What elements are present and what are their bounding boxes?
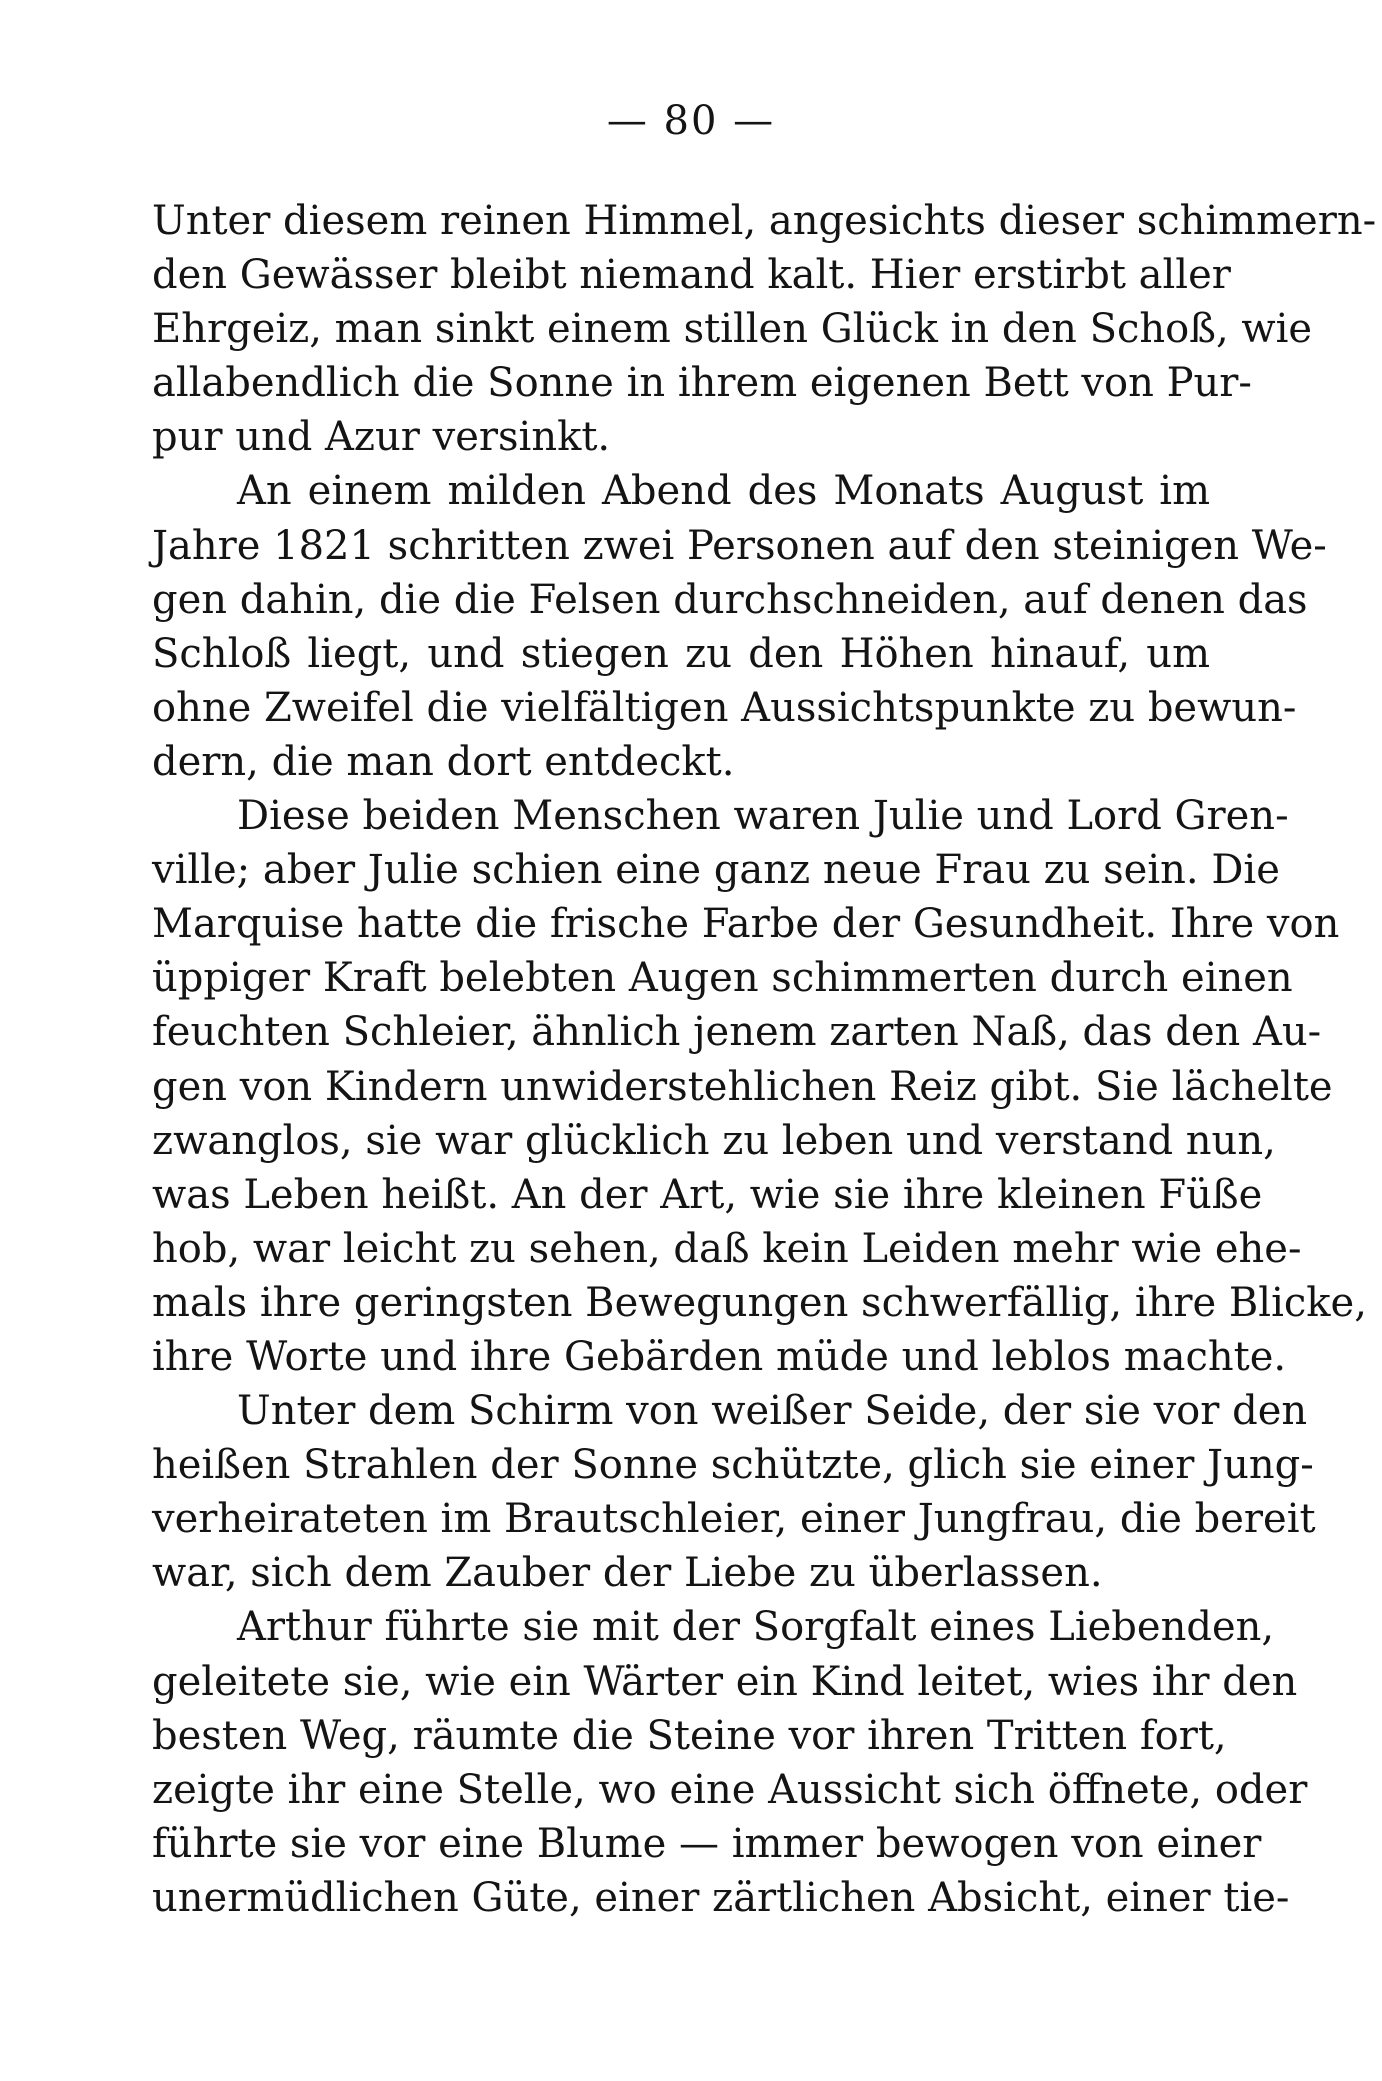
body-text [152,194,1377,1925]
text-line: gen von Kindern unwiderstehlichen Reiz gibt. Sie lächelte [152,1063,1333,1110]
page-number: — 80 — [606,98,776,144]
text-line: führte sie vor eine Blume — immer bewogen von einer [152,1820,1262,1867]
text-line: Unter diesem reinen Himmel, angesichts dieser schimmern- [152,198,1377,244]
text-line: Jahre 1821 schritten zwei Personen auf den steinigen We- [152,522,1327,569]
text-line: gen dahin, die die Felsen durchschneiden, auf denen das [152,576,1308,623]
text-line: besten Weg, räumte die Steine vor ihren Tritten fort, [152,1712,1227,1759]
text-line: üppiger Kraft belebten Augen schimmerten durch einen [152,955,1293,1002]
text-line: Schloß liegt, und stiegen zu den Höhen hinauf, um [152,630,1210,677]
text-line: Arthur führte sie mit der Sorgfalt eines Liebenden, [237,1604,1275,1651]
text-line: hob, war leicht zu sehen, daß kein Leiden mehr wie ehe- [152,1225,1302,1272]
text-line: allabendlich die Sonne in ihrem eigenen Bett von Pur- [152,360,1252,407]
text-line: zeigte ihr eine Stelle, wo eine Aussicht sich öffnete, oder [152,1766,1308,1813]
text-line: Diese beiden Menschen waren Julie und Lord Gren- [237,793,1289,840]
text-line: ohne Zweifel die vielfältigen Aussichtspunkte zu bewun- [152,684,1297,731]
text-line: heißen Strahlen der Sonne schützte, glich sie einer Jung- [152,1442,1314,1489]
text-line: zwanglos, sie war glücklich zu leben und verstand nun, [152,1117,1276,1164]
text-line: war, sich dem Zauber der Liebe zu überlassen. [152,1550,1103,1597]
text-line: ihre Worte und ihre Gebärden müde und leblos machte. [152,1333,1287,1380]
text-line: ville; aber Julie schien eine ganz neue Frau zu sein. Die [152,847,1280,894]
text-line: verheirateten im Brautschleier, einer Jungfrau, die bereit [152,1496,1316,1543]
text-line: mals ihre geringsten Bewegungen schwerfällig, ihre Blicke, [152,1279,1367,1326]
text-line: Ehrgeiz, man sinkt einem stillen Glück in den Schoß, wie [152,306,1313,353]
text-line: geleitete sie, wie ein Wärter ein Kind leitet, wies ihr den [152,1658,1298,1705]
text-line: pur und Azur versinkt. [152,414,611,461]
text-line: An einem milden Abend des Monats August im [237,468,1210,515]
text-line: Marquise hatte die frische Farbe der Gesundheit. Ihre von [152,901,1340,948]
text-line: dern, die man dort entdeckt. [152,738,735,785]
text-line: den Gewässer bleibt niemand kalt. Hier erstirbt aller [152,252,1231,299]
text-line: was Leben heißt. An der Art, wie sie ihre kleinen Füße [152,1171,1263,1218]
text-line: Unter dem Schirm von weißer Seide, der sie vor den [237,1388,1308,1435]
text-line: unermüdlichen Güte, einer zärtlichen Absicht, einer tie- [152,1874,1290,1921]
text-line: feuchten Schleier, ähnlich jenem zarten Naß, das den Au- [152,1009,1322,1056]
